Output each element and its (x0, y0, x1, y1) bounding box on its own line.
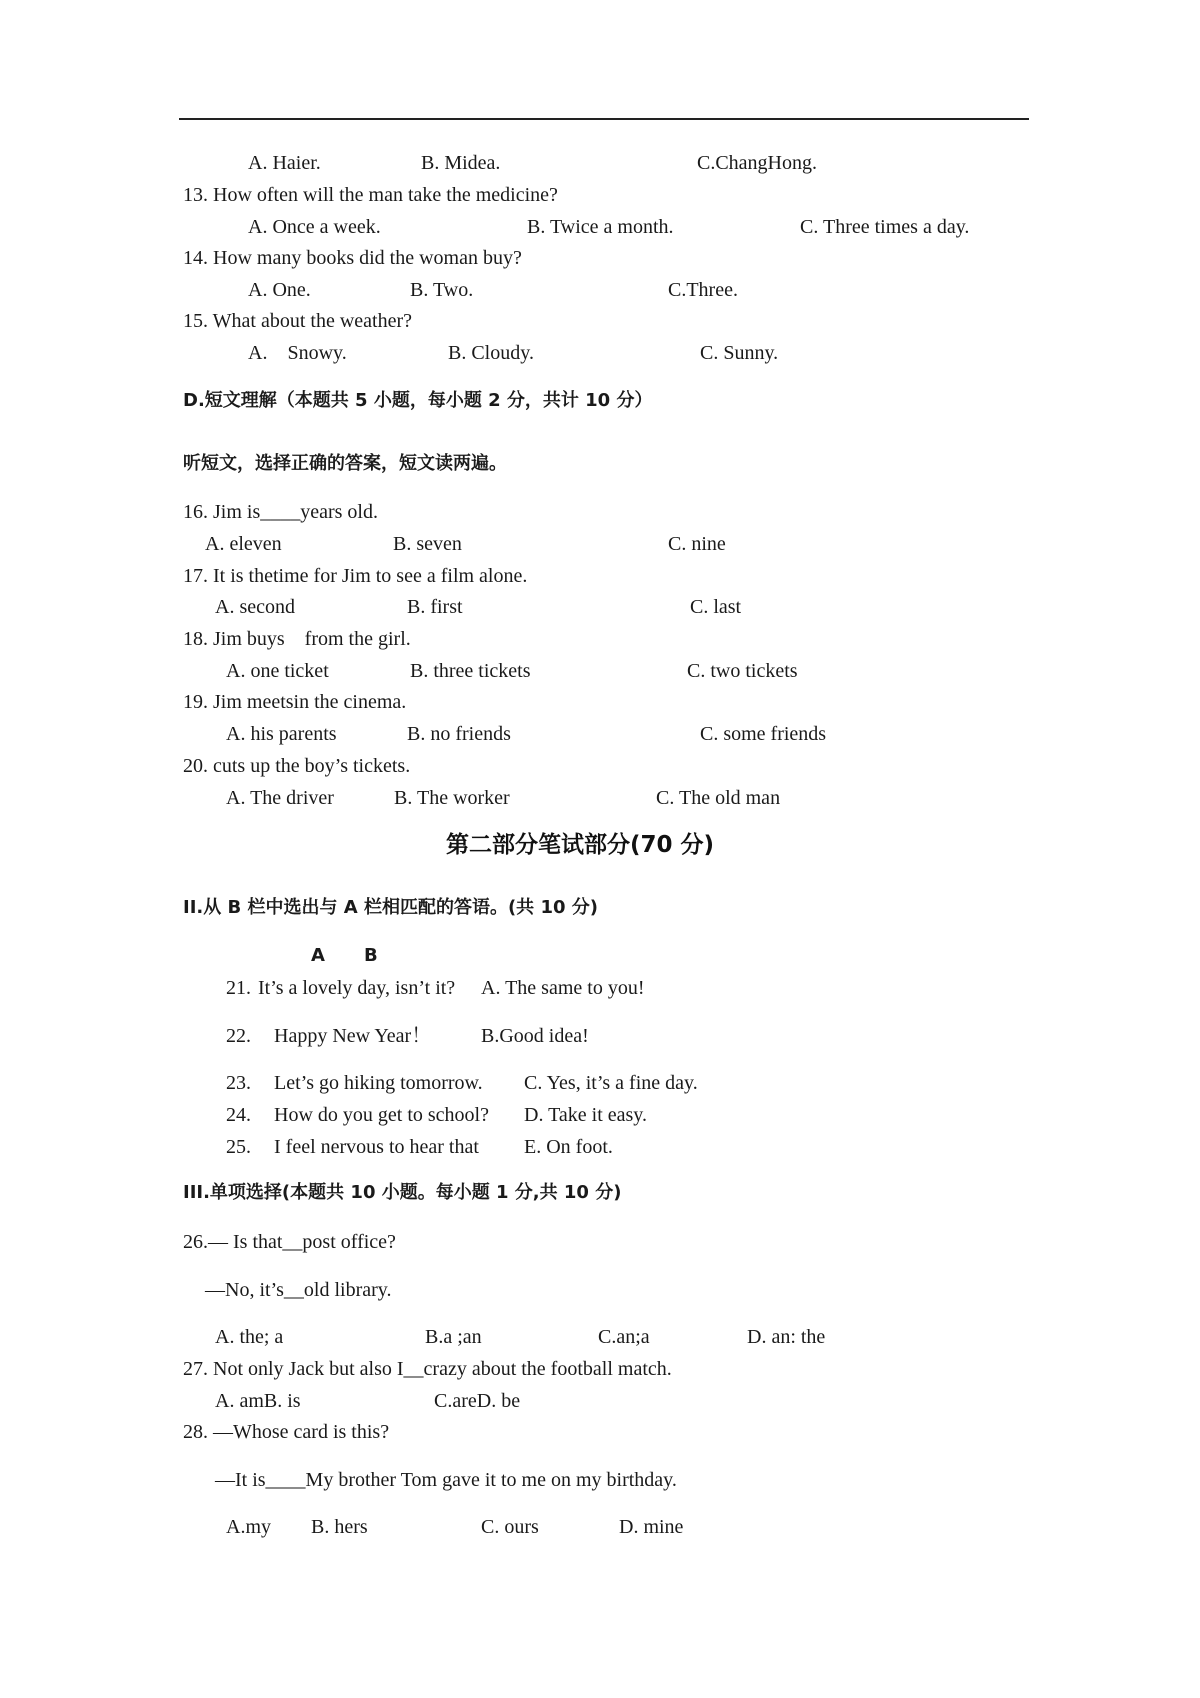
q27-option-cd: C.areD. be (434, 1390, 521, 1412)
q18-option-a: A. one ticket (226, 660, 329, 682)
q13-option-b: B. Twice a month. (527, 216, 674, 238)
q26-option-b: B.a ;an (425, 1326, 482, 1348)
section-iii-heading: III.单项选择(本题共 10 小题。每小题 1 分,共 10 分) (183, 1182, 622, 1203)
match-row-25-number: 25. (226, 1136, 251, 1158)
q17-option-c: C. last (690, 596, 742, 618)
q19-option-c: C. some friends (700, 723, 827, 745)
q12-option-c: C.ChangHong. (697, 152, 817, 174)
match-row-24-prompt: How do you get to school? (274, 1104, 489, 1126)
q16-stem: 16. Jim is____years old. (183, 501, 378, 523)
section-d-instruction: 听短文，选择正确的答案，短文读两遍。 (183, 453, 507, 474)
column-a-label: A (311, 945, 325, 966)
q28-option-c: C. ours (481, 1516, 539, 1538)
match-row-23-answer: C. Yes, it’s a fine day. (524, 1072, 698, 1094)
q14-option-a: A. One. (248, 279, 311, 301)
match-row-23-number: 23. (226, 1072, 251, 1094)
q12-option-a: A. Haier. (248, 152, 321, 174)
q15-option-a: A. Snowy. (248, 342, 347, 364)
match-row-21-prompt: It’s a lovely day, isn’t it? (258, 977, 456, 999)
q12-option-b: B. Midea. (421, 152, 501, 174)
q19-option-a: A. his parents (226, 723, 337, 745)
q20-option-a: A. The driver (226, 787, 334, 809)
q17-option-b: B. first (407, 596, 463, 618)
section-ii-heading: II.从 B 栏中选出与 A 栏相匹配的答语。(共 10 分) (183, 897, 598, 918)
q16-option-c: C. nine (668, 533, 726, 555)
q18-stem: 18. Jim buys from the girl. (183, 628, 411, 650)
q15-option-b: B. Cloudy. (448, 342, 534, 364)
column-b-label: B (364, 945, 378, 966)
q27-option-ab: A. amB. is (215, 1390, 301, 1412)
q26-option-a: A. the; a (215, 1326, 284, 1348)
q18-option-b: B. three tickets (410, 660, 531, 682)
q18-option-c: C. two tickets (687, 660, 798, 682)
q15-stem: 15. What about the weather? (183, 310, 412, 332)
q28-option-b: B. hers (311, 1516, 368, 1538)
match-row-24-number: 24. (226, 1104, 251, 1126)
q26-stem: 26.— Is that__post office? (183, 1231, 396, 1253)
q19-option-b: B. no friends (407, 723, 511, 745)
match-row-22-prompt: Happy New Year！ (274, 1025, 432, 1047)
q13-option-a: A. Once a week. (248, 216, 381, 238)
q27-stem: 27. Not only Jack but also I__crazy about the football match. (183, 1358, 672, 1380)
match-row-21-answer: A. The same to you! (481, 977, 645, 999)
q15-option-c: C. Sunny. (700, 342, 779, 364)
q17-option-a: A. second (215, 596, 295, 618)
q16-option-b: B. seven (393, 533, 462, 555)
q20-option-b: B. The worker (394, 787, 510, 809)
match-row-22-number: 22. (226, 1025, 251, 1047)
q26-option-c: C.an;a (598, 1326, 650, 1348)
section-d-heading: D.短文理解（本题共 5 小题，每小题 2 分，共计 10 分） (183, 390, 653, 411)
match-row-21-number: 21. (226, 977, 251, 999)
q14-stem: 14. How many books did the woman buy? (183, 247, 522, 269)
part2-title: 第二部分笔试部分(70 分) (446, 832, 715, 858)
q26-option-d: D. an: the (747, 1326, 826, 1348)
q26-reply: —No, it’s__old library. (205, 1279, 392, 1301)
q13-option-c: C. Three times a day. (800, 216, 970, 238)
q14-option-b: B. Two. (410, 279, 474, 301)
q13-stem: 13. How often will the man take the medicine? (183, 184, 558, 206)
q14-option-c: C.Three. (668, 279, 738, 301)
q20-stem: 20. cuts up the boy’s tickets. (183, 755, 411, 777)
match-row-23-prompt: Let’s go hiking tomorrow. (274, 1072, 483, 1094)
q19-stem: 19. Jim meetsin the cinema. (183, 691, 407, 713)
q28-option-d: D. mine (619, 1516, 684, 1538)
q16-option-a: A. eleven (205, 533, 282, 555)
q17-stem: 17. It is thetime for Jim to see a film alone. (183, 565, 528, 587)
q28-stem: 28. —Whose card is this? (183, 1421, 390, 1443)
q20-option-c: C. The old man (656, 787, 781, 809)
q28-option-a: A.my (226, 1516, 271, 1538)
match-row-25-answer: E. On foot. (524, 1136, 613, 1158)
match-row-25-prompt: I feel nervous to hear that (274, 1136, 479, 1158)
header-rule (179, 118, 1029, 120)
match-row-22-answer: B.Good idea! (481, 1025, 589, 1047)
match-row-24-answer: D. Take it easy. (524, 1104, 648, 1126)
q28-reply: —It is____My brother Tom gave it to me on my birthday. (215, 1469, 677, 1491)
